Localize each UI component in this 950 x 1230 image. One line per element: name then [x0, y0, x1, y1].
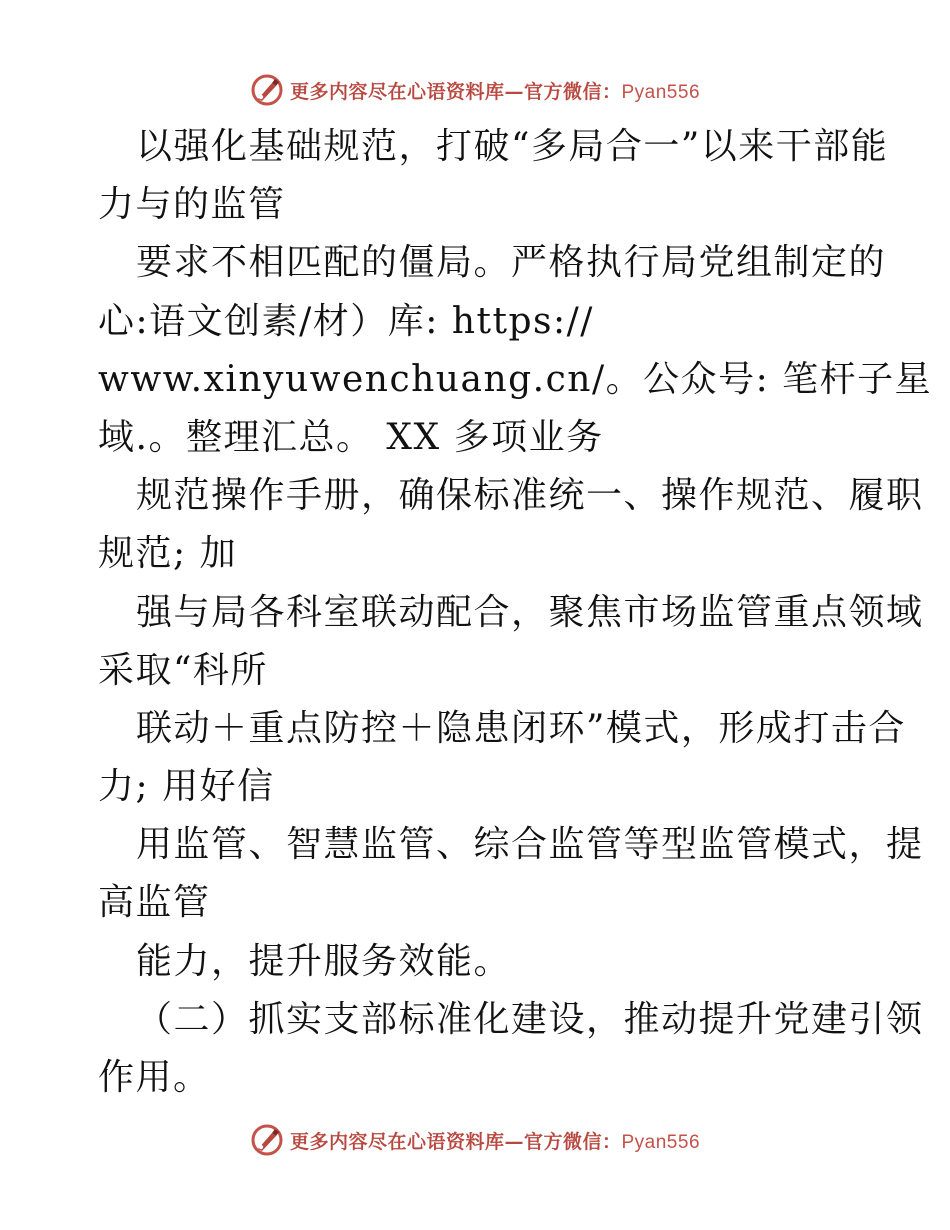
body-line: 要求不相匹配的僵局。严格执行局党组制定的 [136, 242, 887, 284]
banner-wechat-handle: Pyan556 [621, 1131, 701, 1153]
pen-logo-icon [250, 73, 284, 107]
pen-logo-icon [250, 1123, 284, 1157]
body-line: www.xinyuwenchuang.cn/。公众号: 笔杆子星 [98, 358, 933, 400]
body-line: 心:语文创素/材）库: https:// [98, 300, 594, 342]
body-line: 力; 用好信 [98, 766, 275, 808]
footer-banner [0, 1120, 950, 1160]
body-line: 强与局各科室联动配合，聚焦市场监管重点领域 [136, 591, 924, 633]
body-line: 用监管、智慧监管、综合监管等型监管模式，提 [136, 824, 924, 866]
body-line: 规范操作手册，确保标准统一、操作规范、履职 [136, 475, 924, 517]
body-line: 能力，提升服务效能。 [136, 940, 512, 982]
body-line: 采取“科所 [98, 649, 268, 691]
body-line: 规范; 加 [98, 533, 238, 575]
banner-text: 更多内容尽在心语资料库—官方微信：Pyan556 [289, 80, 701, 103]
header-banner [0, 70, 950, 110]
body-line: （二）抓实支部标准化建设，推动提升党建引领 [136, 998, 924, 1040]
banner-text: 更多内容尽在心语资料库—官方微信：Pyan556 [289, 1130, 701, 1153]
body-line: 以强化基础规范，打破“多局合一”以来干部能 [136, 126, 889, 167]
body-line: 作用。 [98, 1057, 211, 1098]
banner-wechat-handle: Pyan556 [621, 81, 701, 103]
body-line: 高监管 [98, 882, 211, 924]
body-line: 域.。整理汇总。 XX 多项业务 [98, 416, 604, 458]
body-line: 力与的监管 [98, 184, 286, 226]
body-line: 联动＋重点防控＋隐患闭环”模式，形成打击合 [136, 707, 906, 749]
document-body [98, 118, 933, 1107]
